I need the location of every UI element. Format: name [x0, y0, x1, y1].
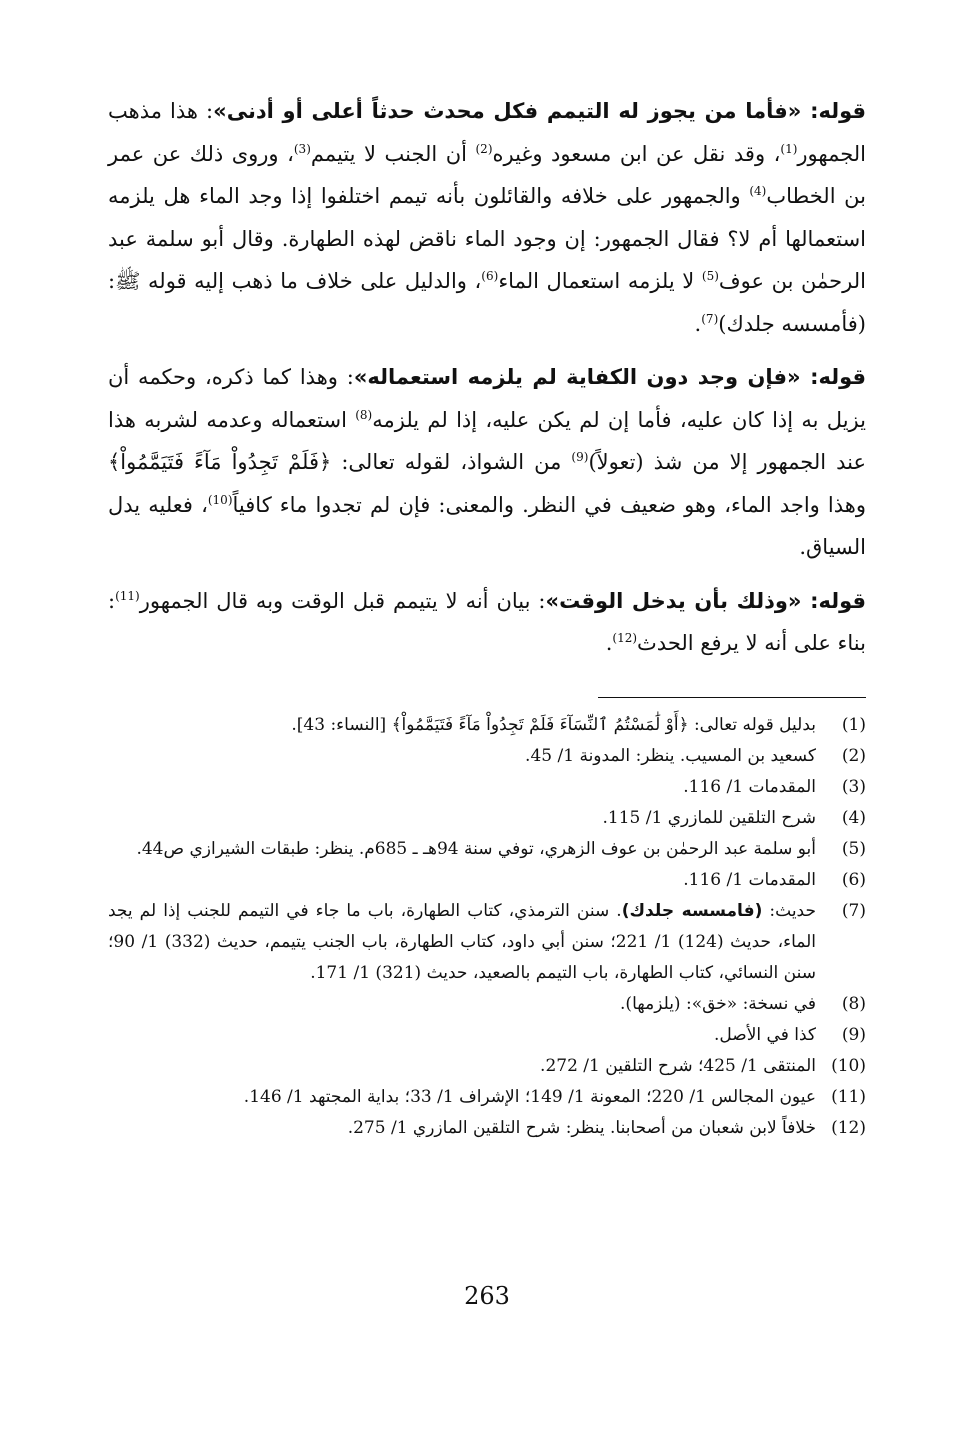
paragraph-2: [108, 356, 866, 569]
paragraph-lead: قوله:: [801, 588, 867, 613]
footnote-text: بدليل قوله تعالى: ﴿أَوْ لَٰمَسْتُمُ ٱلنِّسَآءَ فَلَمْ تَجِدُواْ مَآءً فَتَيَمَّمُواْ﴾ [النساء: 43].: [291, 715, 816, 735]
footnote-4: [108, 803, 866, 834]
main-text: [108, 90, 866, 676]
paragraph-body: : هذا مذهب الجمهور$^{(1)}$، وقد نقل عن ابن مسعود وغيره$^{(2)}$ أن الجنب لا يتيمم$^{(3)}$، وروى ذلك عن عمر بن الخطاب$^{(4)}$ والجمهور على خلافه والقائلون بأنه تيمم اختلفوا إذا وجد الماء هل يلزمه استعمالها أم لا؟ فقال الجمهور: إن وجود الماء ناقض لهذه الطهارة. وقال أبو سلمة عبد الرحمٰن بن عوف$^{(5)}$ لا يلزمه استعمال الماء$^{(6)}$، والدليل على خلاف ما ذهب إليه قوله ﷺ: (فأمسسه جلدك)$^{(7)}$.: [108, 99, 867, 336]
footnote-5: [108, 834, 866, 865]
footnote-10: [108, 1051, 866, 1082]
footnote-number: (1): [841, 715, 866, 735]
footnotes: [108, 710, 866, 1144]
quoted-heading: «فأما من يجوز له التيمم فكل محدث حدثاً أعلى أو أدنى»: [213, 99, 802, 123]
footnote-text: [108, 896, 816, 989]
paragraph-3: [108, 580, 866, 665]
footnote-number: (2): [841, 746, 866, 766]
footnote-number: (7): [841, 901, 866, 921]
footnote-body: . سنن الترمذي، كتاب الطهارة، باب ما جاء في التيمم للجنب إذا لم يجد الماء، حديث (124) 1/ 221؛ سنن أبي داود، كتاب الطهارة، باب الجنب يتيمم، حديث (332) 1/ 90؛ سنن النسائي، كتاب الطهارة، باب التيمم بالصعيد، حديث (321) 1/ 171.: [108, 901, 816, 983]
paragraph-lead: قوله:: [800, 365, 867, 389]
quoted-heading: «فإن وجد دون الكفاية لم يلزمه استعماله»: [353, 365, 801, 389]
footnote-number: (4): [841, 808, 866, 828]
footnote-text: في نسخة: «خق»: (يلزمها).: [620, 994, 816, 1014]
footnote-number: (9): [841, 1025, 866, 1045]
footnote-number: (5): [841, 839, 866, 859]
footnote-2: [108, 741, 866, 772]
paragraph-lead: قوله:: [801, 99, 867, 123]
paragraph-body: : وهذا كما ذكره، وحكمه أن يزيل به إذا كان عليه، فأما إن لم يكن عليه، إذا لم يلزمه$^{(8)}$ استعماله وعدمه لشربه هذا عند الجمهور إلا من شذ (تعولاً)$^{(9)}$ من الشواذ، لقوله تعالى: ﴿فَلَمْ تَجِدُواْ مَآءً فَتَيَمَّمُواْ﴾ وهذا واجد الماء، وهو ضعيف في النظر. والمعنى: فإن لم تجدوا ماء كافياً$^{(10)}$، فعليه يدل السياق.: [108, 365, 866, 559]
page-number: 263: [464, 1282, 510, 1310]
footnote-text: المقدمات 1/ 116.: [683, 777, 816, 797]
footnote-divider: [598, 697, 866, 698]
footnote-number: (3): [841, 777, 866, 797]
footnote-11: [108, 1082, 866, 1113]
quoted-heading: «وذلك بأن يدخل الوقت»: [545, 588, 802, 613]
footnote-number: (12): [831, 1118, 866, 1138]
footnote-text: شرح التلقين للمازري 1/ 115.: [602, 808, 816, 828]
paragraph-body: : بيان أنه لا يتيمم قبل الوقت وبه قال الجمهور$^{(11)}$: بناء على أنه لا يرفع الحدث$^{(12)}$.: [108, 588, 866, 655]
footnote-7: [108, 896, 866, 989]
footnote-lead: حديث:: [762, 901, 816, 921]
footnote-12: [108, 1113, 866, 1144]
footnote-text: كذا في الأصل.: [714, 1025, 816, 1045]
footnote-number: (10): [831, 1056, 866, 1076]
footnote-8: [108, 989, 866, 1020]
paragraph-1: [108, 90, 866, 345]
footnote-number: (8): [841, 994, 866, 1014]
footnote-6: [108, 865, 866, 896]
footnote-number: (11): [831, 1087, 866, 1107]
footnote-text: أبو سلمة عبد الرحمٰن بن عوف الزهري، توفي سنة 94هـ ـ 685م. ينظر: طبقات الشيرازي ص44.: [136, 839, 816, 859]
footnote-text: كسعيد بن المسيب. ينظر: المدونة 1/ 45.: [525, 746, 816, 766]
footnote-text: المقدمات 1/ 116.: [683, 870, 816, 890]
footnote-3: [108, 772, 866, 803]
footnote-text: عيون المجالس 1/ 220؛ المعونة 1/ 149؛ الإشراف 1/ 33؛ بداية المجتهد 1/ 146.: [243, 1087, 816, 1107]
footnote-1: [108, 710, 866, 741]
footnote-text: المنتقى 1/ 425؛ شرح التلقين 1/ 272.: [540, 1056, 816, 1076]
footnote-text: خلافاً لابن شعبان من أصحابنا. ينظر: شرح التلقين المازري 1/ 275.: [347, 1118, 816, 1138]
footnote-9: [108, 1020, 866, 1051]
footnote-hadith: (فامسسه جلدك): [621, 901, 763, 921]
footnote-number: (6): [841, 870, 866, 890]
